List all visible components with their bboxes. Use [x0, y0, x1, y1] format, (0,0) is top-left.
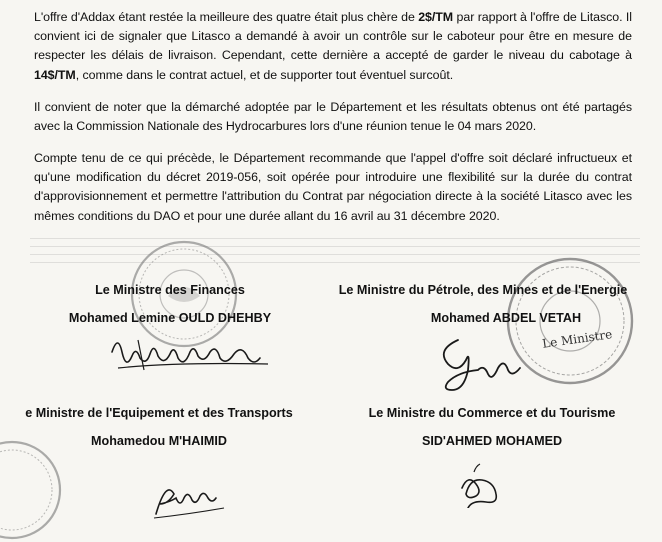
- signature-block-finances: [40, 283, 300, 325]
- petrole-signature: [428, 330, 538, 392]
- signatory-title: e Ministre de l'Equipement et des Transports: [25, 406, 293, 420]
- paragraph-commission: Il convient de noter que la démarché adoptée par le Département et les résultats obtenus ont été partagés avec la Commission Nationale des Hydrocarbures lors d'une réunion tenue le 04 mars 2020.: [34, 100, 632, 134]
- text-run: , comme dans le contrat actuel, et de supporter tout éventuel surcoût.: [75, 67, 454, 82]
- equipement-signature: [150, 474, 230, 524]
- text-run: par rapport à l'offre de Litasco. Il convient ici de signaler que Litasco a demandé à avoir un contrôle sur le caboteur pour être en mesure de respecter les délais de livraison. Cependant, cette dernière a accepté de garder le niveau du cabotage à: [34, 10, 632, 63]
- signatory-title: Le Ministre du Commerce et du Tourisme: [368, 406, 616, 420]
- signatory-name: Mohamedou M'HAIMID: [91, 434, 227, 448]
- signature-block-commerce: [334, 406, 650, 448]
- signatory-name: SID'AHMED MOHAMED: [421, 434, 563, 448]
- signatory-name: Mohamed ABDEL VETAH: [430, 311, 582, 325]
- text-run: L'offre d'Addax étant restée la meilleure des quatre était plus chère de: [34, 10, 419, 24]
- cabotage-price: 14$/TM: [34, 67, 76, 82]
- signatory-name: Mohamed Lemine OULD DHEHBY: [68, 311, 272, 325]
- finances-signature: [108, 330, 288, 380]
- signature-block-equipement: [0, 406, 324, 448]
- paragraph-offre-addax: [34, 8, 632, 85]
- price-difference: 2$/TM: [418, 10, 454, 24]
- equipement-stamp: [0, 438, 64, 542]
- signatory-title: Le Ministre du Pétrole, des Mines et de l'Energie: [338, 283, 628, 297]
- paragraph-recommandation: Compte tenu de ce qui précède, le Département recommande que l'appel d'offre soit déclaré infructueux et qu'une modification du décret 2019-056, soit opérée pour introduire une flexibilité sur la durée du contrat d'approvisionnement et permettre l'attribution du Contrat par négociation directe à la société Litasco avec les mêmes conditions du DAO et pour une durée allant du 16 avril au 31 décembre 2020.: [34, 151, 632, 223]
- petrole-stamp-label: Le Ministre: [541, 327, 614, 351]
- signatory-title: Le Ministre des Finances: [95, 283, 245, 297]
- commerce-signature: [452, 458, 512, 508]
- signature-block-petrole: [318, 283, 648, 325]
